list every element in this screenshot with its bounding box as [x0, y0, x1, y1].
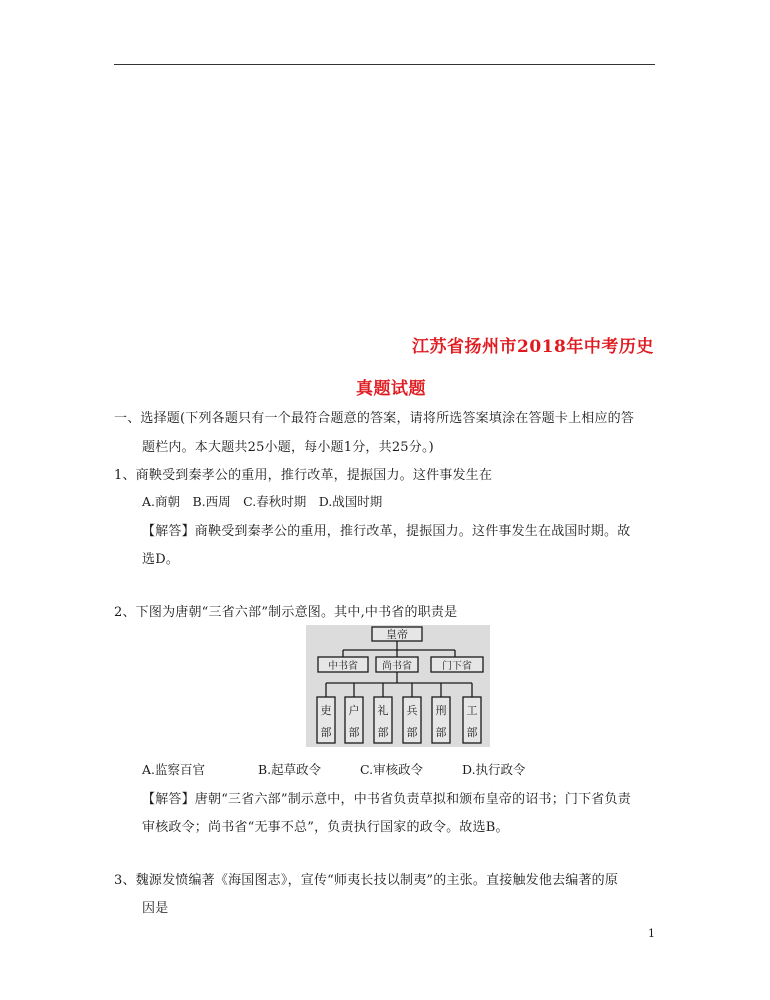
ministry-2-top: 户 [348, 704, 360, 717]
title-line-1: 江苏省扬州市2018年中考历史 [412, 337, 654, 357]
three-departments-six-ministries-diagram [306, 625, 490, 747]
q2-option-c: C.审核政令 [360, 762, 424, 777]
q1-answer-line-2: 选D。 [142, 552, 180, 567]
q2-stem: 2、下图为唐朝“三省六部”制示意图。其中,中书省的职责是 [114, 605, 458, 620]
header-rule [114, 64, 655, 65]
q2-option-b: B.起草政令 [258, 762, 322, 777]
ministry-4-top: 兵 [406, 704, 418, 717]
ministry-6-top: 工 [466, 704, 478, 717]
menxia-label: 门下省 [442, 661, 472, 672]
ministry-1-top: 吏 [320, 704, 332, 717]
zhongshu-label: 中书省 [328, 661, 358, 672]
q3-stem-line-1: 3、魏源发愤编著《海国图志》，宣传“师夷长技以制夷”的主张。直接触发他去编著的原 [114, 873, 619, 888]
q1-stem: 1、商鞅受到秦孝公的重用，推行改革，提振国力。这件事发生在 [114, 468, 493, 483]
ministry-3-top: 礼 [377, 704, 389, 717]
ministry-1-bottom: 部 [320, 726, 332, 739]
page-number: 1 [648, 927, 655, 940]
emperor-label: 皇帝 [386, 628, 408, 641]
ministry-6-bottom: 部 [466, 726, 478, 739]
title-line-2: 真题试题 [356, 379, 426, 399]
ministry-2-bottom: 部 [348, 726, 360, 739]
q3-stem-line-2: 因是 [142, 901, 169, 916]
q2-answer-line-2: 审核政令；尚书省“无事不总”，负责执行国家的政令。故选B。 [142, 820, 509, 835]
section-instruction-line-1: 一、选择题(下列各题只有一个最符合题意的答案，请将所选答案填涂在答题卡上相应的答 [114, 411, 635, 426]
q2-answer-line-1: 【解答】唐朝“三省六部”制示意中，中书省负责草拟和颁布皇帝的诏书；门下省负责 [142, 792, 631, 807]
ministry-5-top: 刑 [435, 704, 447, 717]
ministry-5-bottom: 部 [435, 726, 447, 739]
q2-option-d: D.执行政令 [462, 762, 526, 777]
q1-answer-line-1: 【解答】商鞅受到秦孝公的重用，推行改革，提振国力。这件事发生在战国时期。故 [142, 524, 631, 539]
ministry-3-bottom: 部 [377, 726, 389, 739]
shangshu-label: 尚书省 [382, 661, 412, 672]
q2-option-a: A.监察百官 [142, 762, 206, 777]
section-instruction-line-2: 题栏内。本大题共25小题，每小题1分，共25分。) [142, 440, 434, 455]
q1-options: A.商朝 B.西周 C.春秋时期 D.战国时期 [142, 494, 383, 509]
ministry-4-bottom: 部 [406, 726, 418, 739]
